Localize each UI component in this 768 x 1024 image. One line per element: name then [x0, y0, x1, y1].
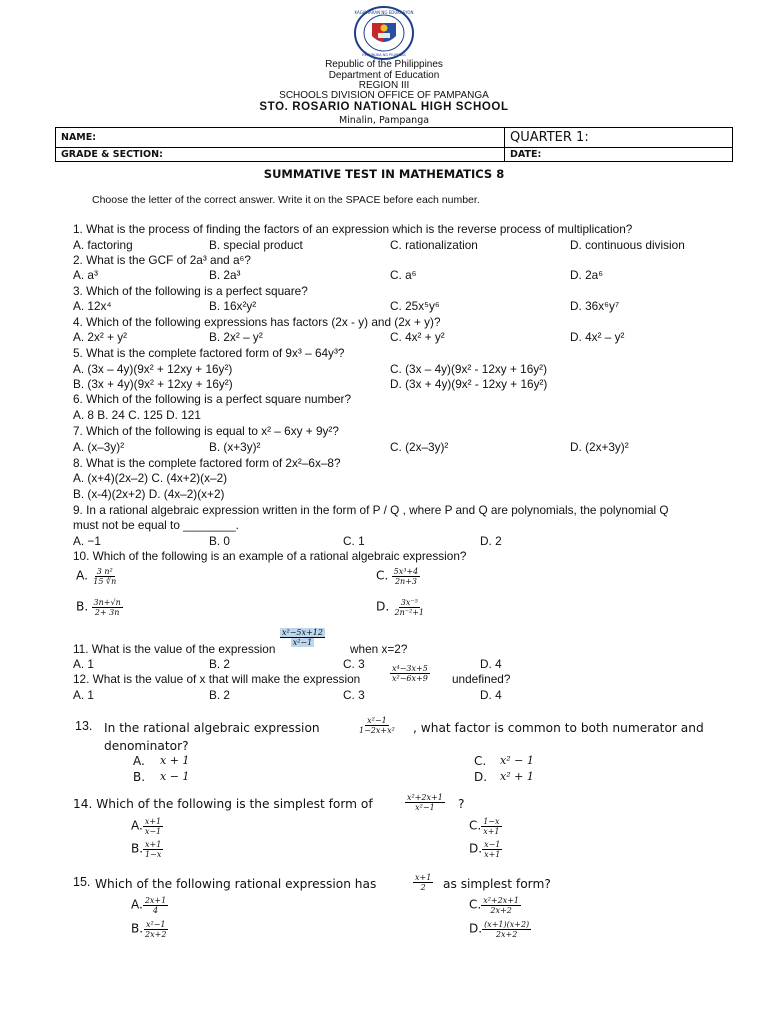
test-title: SUMMATIVE TEST IN MATHEMATICS 8	[263, 167, 505, 181]
q12-option-b: B. 2	[209, 688, 230, 702]
q11-num: x²−5x+12	[282, 628, 323, 637]
q10-b-fraction	[92, 598, 123, 617]
name-cell[interactable]: NAME:	[56, 128, 505, 148]
q12-expression	[390, 664, 430, 683]
q14-d-letter: D.	[469, 841, 483, 856]
q13-option-c: x² − 1	[500, 754, 534, 767]
q13-c-letter: C.	[474, 754, 487, 768]
q11-den: x²−1	[292, 638, 313, 647]
q15-d-num: (x+1)(x+2)	[484, 920, 530, 929]
q2-option-b: B. 2a³	[209, 268, 241, 282]
q15-number: 15.	[73, 875, 91, 889]
q14-c-letter: C.	[469, 818, 482, 833]
q15-c-num: x²+2x+1	[483, 896, 520, 905]
question-14-end: ?	[458, 797, 465, 811]
q11-option-d: D. 4	[480, 657, 502, 671]
q10-option-a	[76, 567, 118, 586]
student-info-table	[55, 127, 733, 162]
q4-option-c: C. 4x² + y²	[390, 330, 445, 344]
q14-option-d	[469, 840, 502, 859]
question-5: 5. What is the complete factored form of 9x³ – 64y³?	[73, 346, 345, 360]
q15-d-letter: D.	[469, 921, 483, 936]
q13-option-b: x − 1	[160, 770, 190, 783]
q15-num: x+1	[415, 873, 432, 882]
question-13-line-2: denominator?	[104, 739, 189, 753]
q10-a-num: 3 n²	[96, 567, 113, 576]
question-8: 8. What is the complete factored form of 2x²–6x–8?	[73, 456, 341, 470]
question-3: 3. Which of the following is a perfect square?	[73, 284, 308, 298]
q14-c-num: 1−x	[483, 817, 500, 826]
q13-number: 13.	[75, 719, 93, 733]
svg-text:REPUBLIKA NG PILIPINAS: REPUBLIKA NG PILIPINAS	[362, 53, 406, 57]
q12-option-c: C. 3	[343, 688, 365, 702]
q10-b-num: 3n+√n	[93, 598, 121, 607]
q7-option-d: D. (2x+3y)²	[570, 440, 629, 454]
q8-options-ac: A. (x+4)(2x–2) C. (4x+2)(x–2)	[73, 471, 228, 485]
date-cell[interactable]: DATE:	[505, 148, 733, 162]
question-1: 1. What is the process of finding the factors of an expression which is the reverse process of multiplication?	[73, 222, 633, 236]
q10-c-letter: C.	[376, 568, 389, 583]
q15-a-letter: A.	[131, 897, 143, 912]
q14-a-den: x−1	[144, 827, 162, 836]
q7-option-b: B. (x+3y)²	[209, 440, 261, 454]
q10-b-letter: B.	[76, 599, 89, 614]
question-13: In the rational algebraic expression	[104, 721, 320, 735]
q11-condition: when x=2?	[350, 642, 408, 656]
q9-option-a: A. −1	[73, 534, 101, 548]
question-2: 2. What is the GCF of 2a³ and a⁶?	[73, 253, 251, 267]
q5-option-b: B. (3x + 4y)(9x² + 12xy + 16y²)	[73, 377, 233, 391]
q14-b-num: x+1	[145, 840, 162, 849]
q13-b-letter: B.	[133, 770, 146, 784]
q15-option-c	[469, 896, 521, 915]
q2-option-c: C. a⁶	[390, 268, 417, 282]
q4-option-d: D. 4x² – y²	[570, 330, 625, 344]
q13-num: x²−1	[367, 716, 387, 725]
q14-d-den: x+1	[484, 850, 501, 859]
q1-option-b: B. special product	[209, 238, 303, 252]
question-12: 12. What is the value of x that will make the expression	[73, 672, 361, 686]
q11-option-b: B. 2	[209, 657, 230, 671]
q10-d-num: 3x⁻⁵	[400, 598, 418, 607]
question-15-end: as simplest form?	[443, 877, 551, 891]
q15-a-num: 2x+1	[144, 896, 167, 905]
q7-option-a: A. (x–3y)²	[73, 440, 125, 454]
q10-c-den: 2n+3	[394, 577, 417, 586]
q6-options: A. 8 B. 24 C. 125 D. 121	[73, 408, 201, 422]
q5-option-d: D. (3x + 4y)(9x² - 12xy + 16y²)	[390, 377, 548, 391]
q12-option-d: D. 4	[480, 688, 502, 702]
q1-option-d: D. continuous division	[570, 238, 685, 252]
q8-options-bd: B. (x-4)(2x+2) D. (4x–2)(x+2)	[73, 487, 225, 501]
question-15: Which of the following rational expression has	[95, 877, 377, 891]
q13-d-letter: D.	[474, 770, 488, 784]
header-republic: Republic of the Philippines	[325, 59, 443, 70]
q15-option-b	[131, 920, 168, 939]
q15-expression	[413, 873, 433, 892]
question-9-line-1: 9. In a rational algebraic expression written in the form of P / Q , where P and Q are polynomials, the polynomial Q	[73, 503, 669, 517]
q15-b-letter: B.	[131, 921, 144, 936]
q4-option-a: A. 2x² + y²	[73, 330, 128, 344]
deped-seal-logo	[352, 6, 416, 60]
header-division: SCHOOLS DIVISION OFFICE OF PAMPANGA	[279, 90, 489, 101]
q10-a-den: 15 ∛n	[93, 577, 117, 586]
q14-c-den: x+1	[483, 827, 500, 836]
question-4: 4. Which of the following expressions has factors (2x - y) and (2x + y)?	[73, 315, 441, 329]
q9-option-b: B. 0	[209, 534, 230, 548]
question-14: 14. Which of the following is the simplest form of	[73, 797, 373, 811]
header-department: Department of Education	[328, 70, 440, 81]
quarter-cell: QUARTER 1:	[505, 128, 733, 148]
q15-option-a	[131, 896, 168, 915]
q10-d-den: 2n⁻²+1	[394, 608, 425, 617]
q10-d-fraction	[393, 598, 426, 617]
q15-c-den: 2x+2	[490, 906, 512, 915]
question-13-cont: , what factor is common to both numerator and	[413, 721, 704, 735]
q15-d-den: 2x+2	[495, 930, 518, 939]
question-7: 7. Which of the following is equal to x² – 6xy + 9y²?	[73, 424, 339, 438]
q10-option-d	[376, 598, 426, 617]
q1-option-c: C. rationalization	[390, 238, 478, 252]
question-9-line-2: must not be equal to ________.	[73, 518, 239, 532]
q10-option-b	[76, 598, 123, 617]
q15-a-den: 4	[152, 906, 159, 915]
q5-option-a: A. (3x – 4y)(9x² + 12xy + 16y²)	[73, 362, 233, 376]
q12-condition: undefined?	[452, 672, 511, 686]
q13-option-a: x + 1	[160, 754, 190, 767]
q12-den: x²−6x+9	[392, 674, 428, 683]
q15-c-letter: C.	[469, 897, 482, 912]
q10-c-fraction	[392, 567, 421, 586]
q14-d-num: x−1	[484, 840, 501, 849]
q13-a-letter: A.	[133, 754, 145, 768]
q14-b-letter: B.	[131, 841, 144, 856]
q12-num: x⁴−3x+5	[392, 664, 428, 673]
q13-expression	[357, 716, 397, 735]
q15-den: 2	[420, 883, 426, 892]
q10-a-letter: A.	[76, 568, 88, 583]
q10-option-c	[376, 567, 420, 586]
q3-option-c: C. 25x⁵y⁶	[390, 299, 440, 313]
grade-section-cell[interactable]: GRADE & SECTION:	[56, 148, 505, 162]
q14-den: x²−1	[415, 803, 435, 812]
q12-option-a: A. 1	[73, 688, 94, 702]
q10-a-fraction	[91, 567, 118, 586]
question-10: 10. Which of the following is an example of a rational algebraic expression?	[73, 549, 467, 563]
header-town: Minalin, Pampanga	[338, 115, 430, 126]
q5-option-c: C. (3x – 4y)(9x² - 12xy + 16y²)	[390, 362, 548, 376]
header-school: STO. ROSARIO NATIONAL HIGH SCHOOL	[259, 101, 509, 113]
q11-option-a: A. 1	[73, 657, 94, 671]
q3-option-a: A. 12x⁴	[73, 299, 112, 313]
q10-c-num: 5x³+4	[393, 567, 419, 576]
q15-b-den: 2x+2	[145, 930, 167, 939]
q14-b-den: 1−x	[145, 850, 162, 859]
header-region: REGION III	[358, 80, 410, 91]
q3-option-b: B. 16x²y²	[209, 299, 257, 313]
q14-option-b	[131, 840, 163, 859]
q9-option-c: C. 1	[343, 534, 365, 548]
q11-option-c: C. 3	[343, 657, 365, 671]
q14-expression	[405, 793, 445, 812]
q2-option-d: D. 2a⁶	[570, 268, 604, 282]
q2-option-a: A. a³	[73, 268, 98, 282]
q10-b-den: 2+ 3n	[94, 608, 120, 617]
q7-option-c: C. (2x–3y)²	[390, 440, 449, 454]
question-6: 6. Which of the following is a perfect square number?	[73, 392, 352, 406]
q14-num: x²+2x+1	[407, 793, 443, 802]
q14-a-letter: A.	[131, 818, 143, 833]
q14-a-num: x+1	[144, 817, 162, 826]
q10-d-letter: D.	[376, 599, 390, 614]
q11-expression	[280, 628, 325, 647]
q14-option-a	[131, 817, 163, 836]
q9-option-d: D. 2	[480, 534, 502, 548]
svg-text:KAGAWARAN NG EDUKASYON: KAGAWARAN NG EDUKASYON	[354, 10, 414, 15]
question-11: 11. What is the value of the expression	[73, 642, 276, 656]
q1-option-a: A. factoring	[73, 238, 133, 252]
q13-den: 1−2x+x²	[359, 726, 395, 735]
q3-option-d: D. 36x⁶y⁷	[570, 299, 620, 313]
q4-option-b: B. 2x² – y²	[209, 330, 263, 344]
q14-option-c	[469, 817, 502, 836]
q15-option-d	[469, 920, 531, 939]
instructions: Choose the letter of the correct answer. Write it on the SPACE before each number.	[92, 194, 480, 206]
q13-option-d: x² + 1	[500, 770, 534, 783]
q15-b-num: x²−1	[145, 920, 166, 929]
